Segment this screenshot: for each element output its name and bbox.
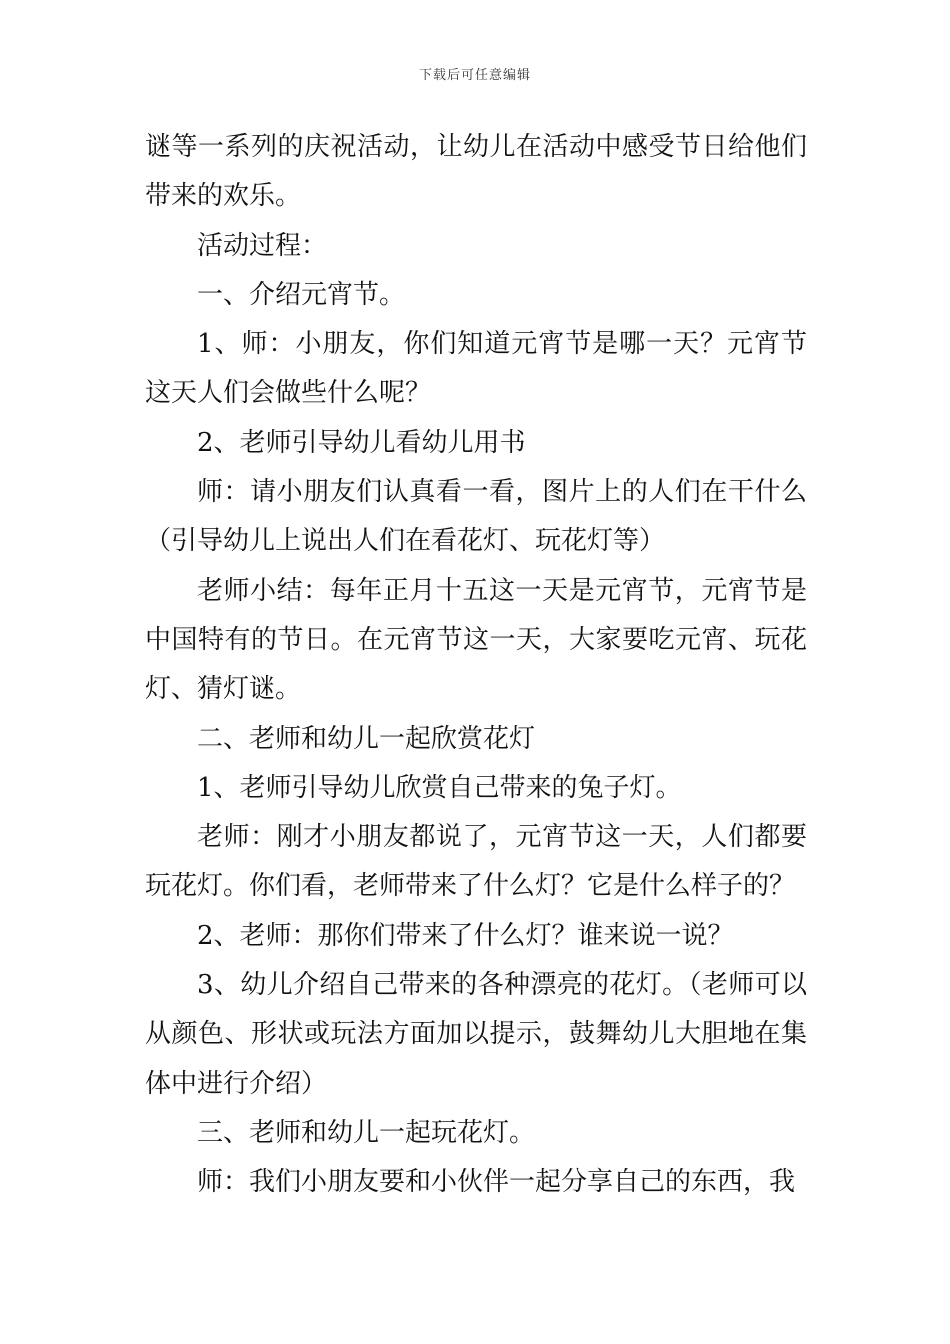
paragraph-teacher-summary: 老师小结：每年正月十五这一天是元宵节，元宵节是中国特有的节日。在元宵节这一天，大家要吃元宵、玩花灯、猜灯谜。 — [145, 575, 807, 705]
document-body — [145, 123, 807, 1208]
paragraph-step-2-2: 2、老师：那你们带来了什么灯？谁来说一说？ — [197, 920, 734, 951]
paragraph-teacher-share: 师：我们小朋友要和小伙伴一起分享自己的东西，我 — [197, 1167, 796, 1198]
paragraph-teacher-question: 师：请小朋友们认真看一看，图片上的人们在干什么（引导幼儿上说出人们在看花灯、玩花灯等） — [145, 477, 807, 557]
paragraph-continuation: 谜等一系列的庆祝活动，让幼儿在活动中感受节日给他们带来的欢乐。 — [145, 132, 807, 212]
paragraph-activity-process: 活动过程： — [197, 230, 328, 261]
paragraph-step-1-2: 2、老师引导幼儿看幼儿用书 — [197, 427, 526, 458]
paragraph-step-2-1: 1、老师引导幼儿欣赏自己带来的兔子灯。 — [197, 772, 682, 803]
header-note: 下载后可任意编辑 — [418, 68, 531, 83]
paragraph-step-2-3: 3、幼儿介绍自己带来的各种漂亮的花灯。（老师可以从颜色、形状或玩法方面加以提示，鼓舞幼儿大胆地在集体中进行介绍） — [145, 970, 807, 1099]
paragraph-step-1-1: 1、师：小朋友，你们知道元宵节是哪一天？元宵节这天人们会做些什么呢？ — [145, 329, 807, 409]
paragraph-teacher-lantern: 老师：刚才小朋友都说了，元宵节这一天，人们都要玩花灯。你们看，老师带来了什么灯？它是什么样子的？ — [145, 822, 807, 902]
section-heading-2: 二、老师和幼儿一起欣赏花灯 — [197, 723, 536, 754]
section-heading-1: 一、介绍元宵节。 — [197, 279, 406, 310]
section-heading-3: 三、老师和幼儿一起玩花灯。 — [197, 1117, 536, 1148]
